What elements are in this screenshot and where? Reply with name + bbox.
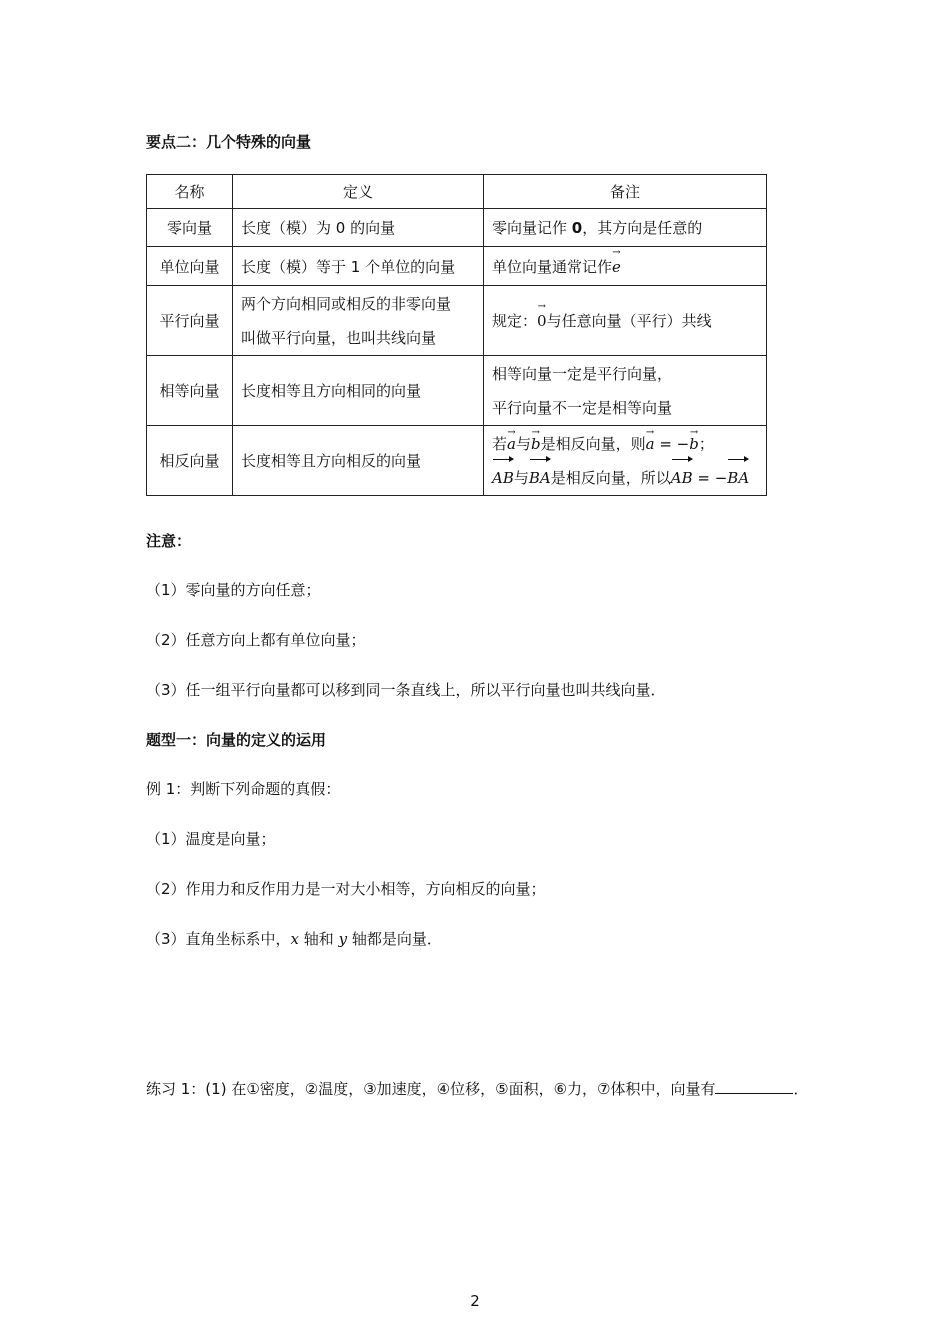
row-definition: 长度相等且方向相反的向量 bbox=[233, 426, 484, 496]
row-note bbox=[484, 426, 767, 496]
example-text: 轴都是向量． bbox=[347, 930, 442, 948]
row-name: 单位向量 bbox=[147, 247, 233, 286]
note-line bbox=[492, 427, 758, 461]
note-text: 若 bbox=[492, 434, 508, 453]
row-name: 平行向量 bbox=[147, 286, 233, 356]
special-vectors-table bbox=[146, 174, 767, 496]
note-text: 零向量记作 bbox=[492, 219, 572, 237]
practice-text: 练习 1：(1) 在①密度，②温度，③加速度，④位移，⑤面积，⑥力，⑦体积中，向量有 bbox=[146, 1080, 716, 1098]
header-name: 名称 bbox=[147, 175, 233, 209]
vector-ab-symbol: AB bbox=[671, 461, 693, 495]
row-definition bbox=[233, 286, 484, 356]
y-variable: y bbox=[338, 930, 348, 948]
row-name: 相反向量 bbox=[147, 426, 233, 496]
table-row bbox=[147, 286, 767, 356]
note-text: 规定： bbox=[492, 312, 538, 330]
page-number: 2 bbox=[470, 1292, 480, 1310]
table-row bbox=[147, 356, 767, 426]
example-text: （3）直角坐标系中， bbox=[146, 930, 291, 948]
type1-heading: 题型一：向量的定义的运用 bbox=[146, 731, 327, 749]
zero-vector-symbol: 0 bbox=[571, 219, 583, 237]
note-item: （2）任意方向上都有单位向量； bbox=[146, 631, 366, 649]
note-line: 相等向量一定是平行向量， bbox=[492, 364, 673, 383]
definition-line: 两个方向相同或相反的非零向量 bbox=[241, 294, 452, 313]
note-line: 平行向量不一定是相等向量 bbox=[492, 398, 673, 417]
vector-ba-symbol: BA bbox=[529, 461, 551, 495]
example-item bbox=[146, 928, 442, 949]
note-text: ； bbox=[698, 434, 714, 453]
equals-minus: = − bbox=[692, 468, 728, 487]
table-row bbox=[147, 209, 767, 247]
vector-ab-symbol: AB bbox=[492, 461, 514, 495]
table-row bbox=[147, 247, 767, 286]
equals-minus: = − bbox=[654, 434, 690, 453]
row-note bbox=[484, 209, 767, 247]
row-definition: 长度（模）为 0 的向量 bbox=[233, 209, 484, 247]
note-text: 单位向量通常记作 bbox=[492, 257, 613, 276]
row-name: 相等向量 bbox=[147, 356, 233, 426]
example-title: 例 1：判断下列命题的真假： bbox=[146, 780, 341, 798]
note-line bbox=[492, 461, 758, 495]
note-text: 与 bbox=[515, 434, 531, 453]
answer-blank[interactable] bbox=[715, 1079, 793, 1094]
row-note bbox=[484, 356, 767, 426]
section-heading: 要点二：几个特殊的向量 bbox=[146, 133, 312, 151]
definition-line: 叫做平行向量，也叫共线向量 bbox=[241, 328, 437, 347]
vector-ba-symbol: BA bbox=[727, 461, 749, 495]
row-note bbox=[484, 286, 767, 356]
table-header-row bbox=[147, 175, 767, 209]
vector-b-symbol: → b bbox=[689, 427, 699, 461]
vector-a-symbol: → a bbox=[646, 427, 655, 461]
note-text: 是相反向量，则 bbox=[540, 434, 646, 453]
note-item: （3）任一组平行向量都可以移到同一条直线上，所以平行向量也叫共线向量． bbox=[146, 681, 666, 699]
row-note bbox=[484, 247, 767, 286]
notes-title: 注意： bbox=[146, 532, 192, 550]
note-item: （1）零向量的方向任意； bbox=[146, 581, 321, 599]
practice-end: ． bbox=[793, 1080, 809, 1098]
vector-b-symbol: → b bbox=[531, 427, 541, 461]
row-name: 零向量 bbox=[147, 209, 233, 247]
header-note: 备注 bbox=[484, 175, 767, 209]
note-text: 与任意向量（平行）共线 bbox=[546, 312, 712, 330]
row-definition: 长度（模）等于 1 个单位的向量 bbox=[233, 247, 484, 286]
note-text: 与 bbox=[513, 468, 529, 487]
practice-question bbox=[146, 1078, 808, 1099]
note-text: 是相反向量，所以 bbox=[550, 468, 671, 487]
example-item: （2）作用力和反作用力是一对大小相等，方向相反的向量； bbox=[146, 880, 546, 898]
vector-e-symbol: → e bbox=[612, 258, 621, 276]
example-text: 轴和 bbox=[299, 930, 339, 948]
row-definition: 长度相等且方向相同的向量 bbox=[233, 356, 484, 426]
x-variable: x bbox=[290, 930, 300, 948]
header-definition: 定义 bbox=[233, 175, 484, 209]
note-text: ，其方向是任意的 bbox=[582, 219, 703, 237]
table-row bbox=[147, 426, 767, 496]
vector-zero-symbol: → 0 bbox=[537, 312, 547, 330]
vector-a-symbol: → a bbox=[507, 427, 516, 461]
example-item: （1）温度是向量； bbox=[146, 830, 276, 848]
